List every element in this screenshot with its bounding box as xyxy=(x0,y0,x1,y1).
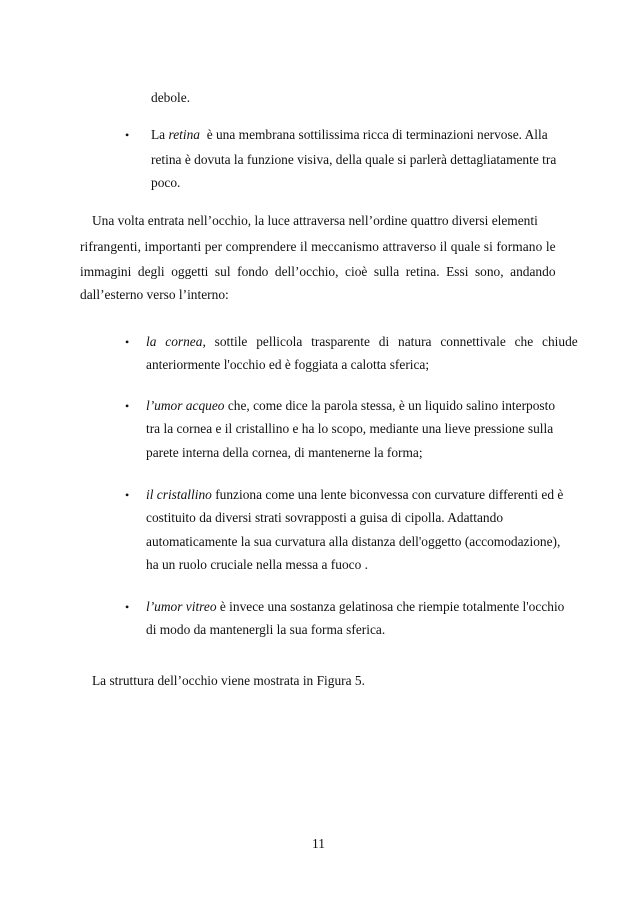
closing-sentence: La struttura dell’occhio viene mostrata in Figura 5. xyxy=(92,673,365,688)
list-item-cornea-line-1: la cornea, sottile pellicola trasparente di natura connettivale che chiude xyxy=(146,334,578,349)
paragraph-line-1: Una volta entrata nell’occhio, la luce attraversa nell’ordine quattro diversi elementi xyxy=(92,213,538,228)
list-item-umor-vitreo-line-1: l’umor vitreo è invece una sostanza gelatinosa che riempie totalmente l'occhio xyxy=(146,599,565,614)
list-continuation: debole. xyxy=(151,90,191,105)
paragraph-line-3: immagini degli oggetti sul fondo dell’occhio, cioè sulla retina. Essi sono, andando xyxy=(80,264,556,279)
list-item-cristallino-line-2: costituito da diversi strati sovrapposti a guisa di cipolla. Adattando xyxy=(146,510,504,525)
bullet-icon: • xyxy=(125,399,130,413)
list-item-cristallino-line-3: automaticamente la sua curvatura alla distanza dell'oggetto (accomodazione), xyxy=(146,534,561,549)
list-item-umor-vitreo-line-2: di modo da mantenergli la sua forma sferica. xyxy=(146,622,386,637)
list-item-cornea-line-2: anteriormente l'occhio ed è foggiata a calotta sferica; xyxy=(146,357,430,372)
paragraph-line-4: dall’esterno verso l’interno: xyxy=(80,287,229,302)
list-item-umor-acqueo-line-2: tra la cornea e il cristallino e ha lo scopo, mediante una lieve pressione sulla xyxy=(146,421,554,436)
list-item-cristallino-line-4: ha un ruolo cruciale nella messa a fuoco . xyxy=(146,557,368,572)
bullet-icon: • xyxy=(125,128,130,142)
list-item-cristallino-line-1: il cristallino funziona come una lente biconvessa con curvature differenti ed è xyxy=(146,487,564,502)
list-item-retina-line-3: poco. xyxy=(151,175,181,190)
list-item-umor-acqueo-line-3: parete interna della cornea, di mantenerne la forma; xyxy=(146,445,423,460)
list-item-retina-line-1: La retina è una membrana sottilissima ricca di terminazioni nervose. Alla xyxy=(151,127,548,142)
bullet-icon: • xyxy=(125,335,130,349)
term-retina: retina xyxy=(168,127,200,142)
page-number: 11 xyxy=(312,836,325,851)
term-cornea: la cornea xyxy=(146,334,203,349)
list-item-retina-line-2: retina è dovuta la funzione visiva, della quale si parlerà dettagliatamente tra xyxy=(151,152,557,167)
paragraph-line-2: rifrangenti, importanti per comprendere il meccanismo attraverso il quale si formano le xyxy=(80,239,556,254)
bullet-icon: • xyxy=(125,488,130,502)
term-umor-vitreo: l’umor vitreo xyxy=(146,599,217,614)
term-umor-acqueo: l’umor acqueo xyxy=(146,398,225,413)
term-cristallino: il cristallino xyxy=(146,487,212,502)
list-item-umor-acqueo-line-1: l’umor acqueo che, come dice la parola stessa, è un liquido salino interposto xyxy=(146,398,556,413)
bullet-icon: • xyxy=(125,600,130,614)
